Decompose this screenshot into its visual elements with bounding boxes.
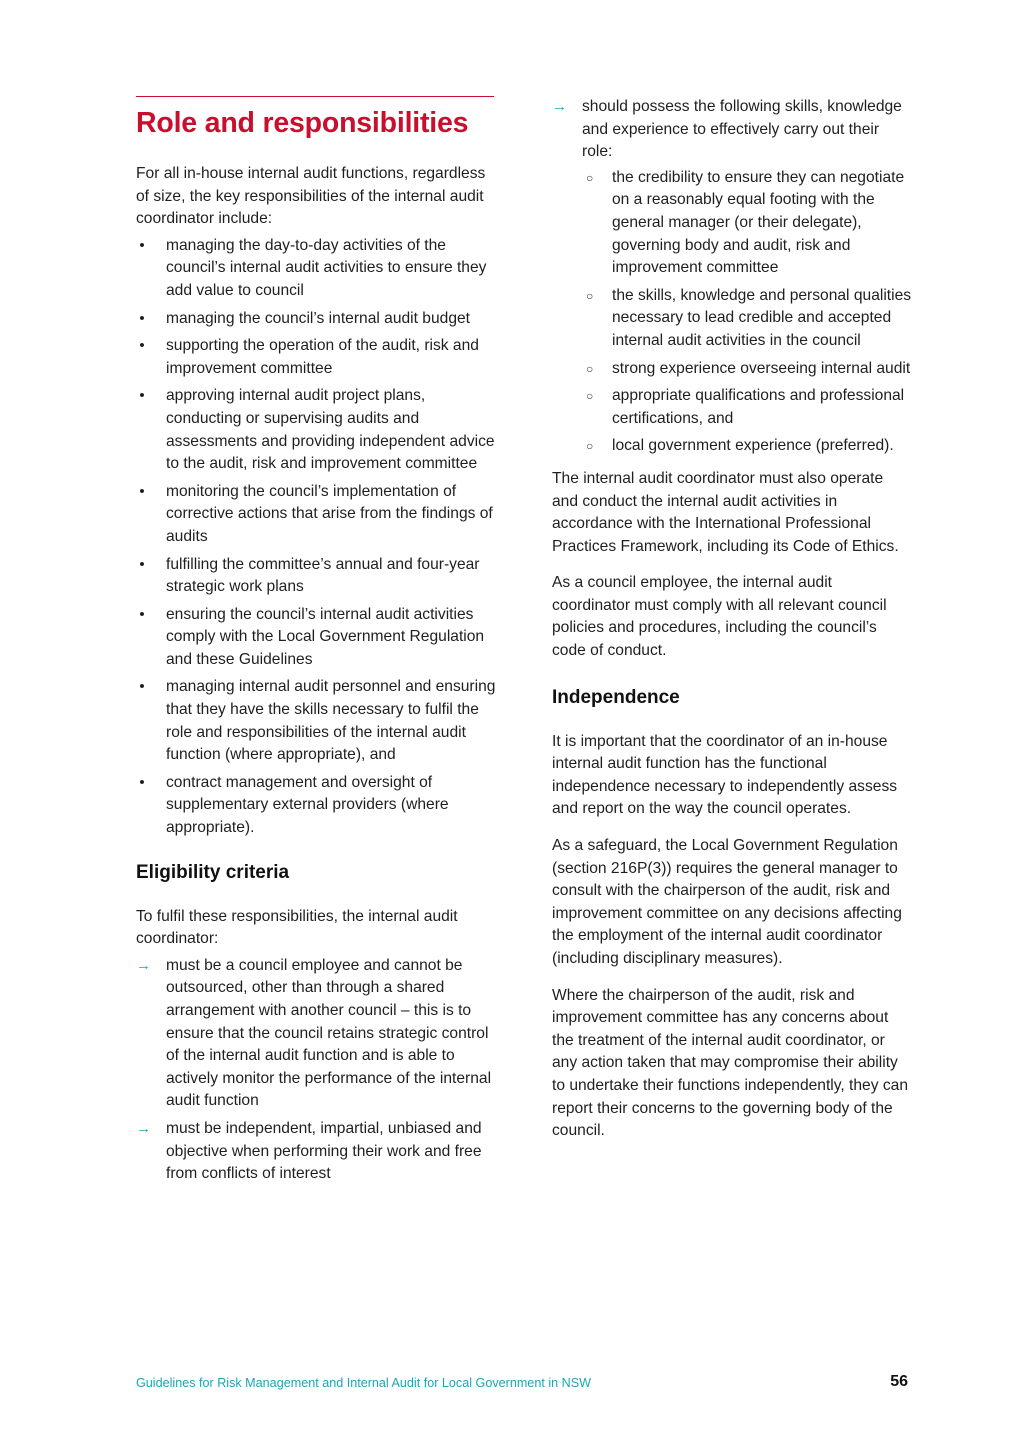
footer-document-title: Guidelines for Risk Management and Internal Audit for Local Government in NSW [136,1376,591,1390]
bullet-icon: • [139,678,145,696]
bullet-icon: • [139,309,145,327]
bullet-icon: • [139,605,145,623]
independence-paragraph-3: Where the chairperson of the audit, risk and improvement committee has any concerns about the treatment of the internal audit coordinator, or any action taken that may compromise their ability to undertake their functions independently, they can report their concerns to the governing body of the council. [552,986,909,1140]
list-item: ○ the credibility to ensure they can negotiate on a reasonably equal footing with the general manager (or their delegate), governing body and audit, risk and improvement committee [586,168,905,277]
criteria-list [136,955,496,1186]
arrow-right-icon: → [552,98,567,115]
list-item: • contract management and oversight of supplementary external providers (where appropriate). [136,772,496,840]
skills-list [582,167,912,458]
responsibilities-list [136,235,496,840]
list-item: • ensuring the council’s internal audit activities comply with the Local Government Regulation and these Guidelines [136,604,496,672]
ippf-paragraph: The internal audit coordinator must also operate and conduct the internal audit activities in accordance with the International Professional Practices Framework, including its Code of Ethics. [552,469,899,555]
bullet-icon: • [139,337,145,355]
list-item: ○ strong experience overseeing internal audit [582,358,912,381]
list-item: • fulfilling the committee’s annual and four-year strategic work plans [136,554,496,599]
list-item: → must be independent, impartial, unbiased and objective when performing their work and free from conflicts of interest [136,1119,482,1183]
list-item: • approving internal audit project plans, conducting or supervising audits and assessments and providing independent advice to the audit, risk and improvement committee [136,385,496,475]
list-item: ○ the skills, knowledge and personal qualities necessary to lead credible and accepted internal audit activities in the council [586,286,912,349]
intro-paragraph: For all in-house internal audit functions, regardless of size, the key responsibilities of the internal audit coordinator include: [136,165,486,228]
list-item: • supporting the operation of the audit, risk and improvement committee [136,335,496,380]
code-of-conduct-paragraph: As a council employee, the internal audit coordinator must comply with all relevant council policies and procedures, including the council’s code of conduct. [552,574,887,660]
eligibility-heading: Eligibility criteria [136,861,290,883]
bullet-icon: • [139,387,145,405]
skills-criterion [552,96,912,458]
list-item: • monitoring the council’s implementation of corrective actions that arise from the findings of audits [136,481,496,549]
eligibility-intro: To fulfil these responsibilities, the internal audit coordinator: [136,907,458,948]
circle-bullet-icon: ○ [586,389,594,404]
page-title: Role and responsibilities [136,107,469,139]
arrow-right-icon: → [136,1119,151,1137]
list-item: • managing the council’s internal audit budget [136,308,496,331]
circle-bullet-icon: ○ [586,361,594,376]
independence-paragraph-1: It is important that the coordinator of an in-house internal audit function has the functional independence necessary to independently assess and report on the way the council operates. [552,732,898,818]
list-item: • managing the day-to-day activities of the council’s internal audit activities to ensure they add value to council [136,235,496,303]
list-item: • managing internal audit personnel and ensuring that they have the skills necessary to fulfil the role and responsibilities of the internal audit function (where appropriate), and [136,676,496,766]
list-item: ○ appropriate qualifications and professional certifications, and [586,387,905,427]
bullet-icon: • [139,555,145,573]
bullet-icon: • [139,773,145,791]
independence-heading: Independence [552,686,680,708]
list-item: → must be a council employee and cannot be outsourced, other than through a shared arrangement with another council – this is to ensure that the council retains strategic control of the internal audit function and is able to actively monitor the performance of the internal audit function [136,956,492,1110]
bullet-icon: • [139,482,145,500]
list-item: ○ local government experience (preferred). [582,435,912,458]
circle-bullet-icon: ○ [586,288,594,303]
list-item: → should possess the following skills, knowledge and experience to effectively carry out their role: ○ the credibility to ensure they can negotiate on a reasonably equal footing with the general manager (or their delegate), governing body and audit, risk and improvement committee ○ the skills, knowledge and personal qualities necessary to lead credible and accepted internal audit activities in the council ○ strong experience overseeing internal audit ○ appropriate qualifications and professional certifications, and ○ local government experience (preferred). [552,96,912,458]
circle-bullet-icon: ○ [586,439,594,454]
title-rule [136,96,494,97]
arrow-right-icon: → [136,956,151,974]
bullet-icon: • [139,236,145,254]
left-column [136,96,496,1191]
independence-paragraph-2: As a safeguard, the Local Government Regulation (section 216P(3)) requires the general manager to consult with the chairperson of the audit, risk and improvement committee on any decisions affecting the employment of the internal audit coordinator (including disciplinary measures). [552,837,902,967]
right-column [552,96,912,1157]
circle-bullet-icon: ○ [586,170,594,185]
page-number: 56 [890,1373,908,1390]
